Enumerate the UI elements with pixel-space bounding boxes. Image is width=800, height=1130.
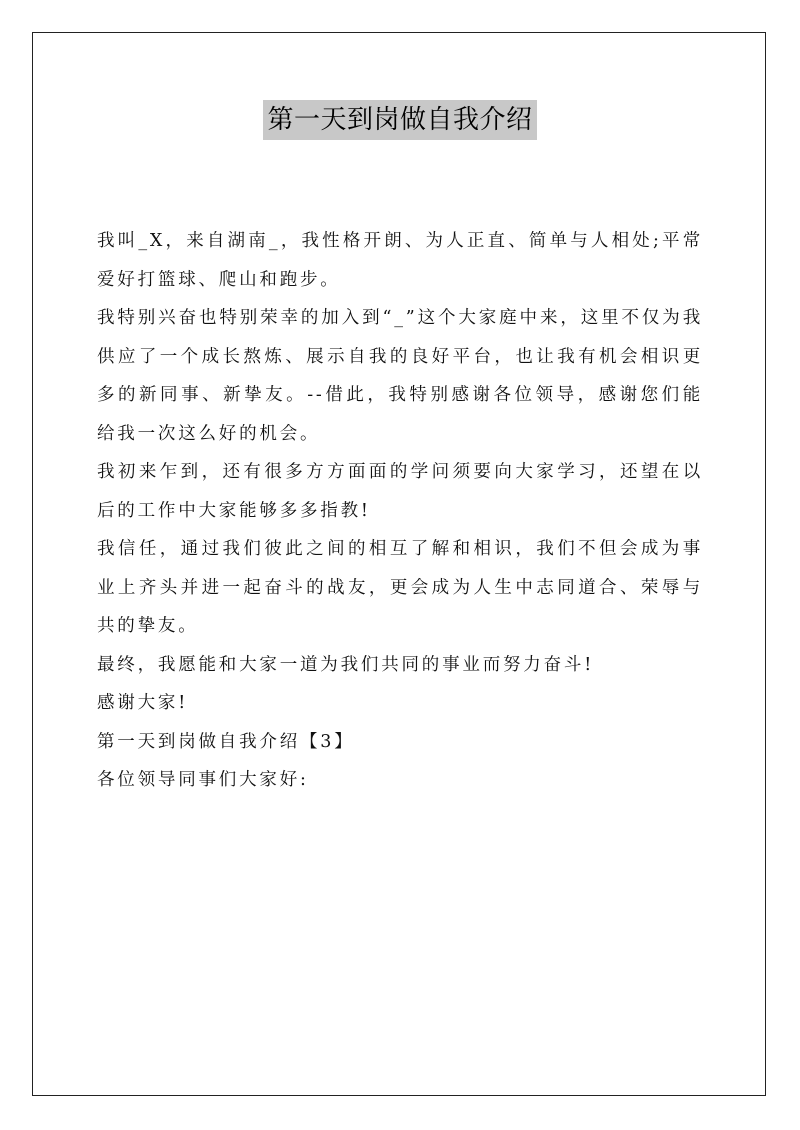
paragraph-belief: 我信任，通过我们彼此之间的相互了解和相识，我们不但会成为事业上齐头并进一起奋斗的战友，更会成为人生中志同道合、荣辱与共的挚友。	[97, 539, 703, 636]
document-body	[97, 222, 703, 800]
paragraph-learning: 我初来乍到，还有很多方方面面的学问须要向大家学习，还望在以后的工作中大家能够多多指教!	[97, 462, 703, 521]
paragraph-introduction: 我叫_X，来自湖南_，我性格开朗、为人正直、简单与人相处;平常爱好打篮球、爬山和跑步。	[97, 231, 703, 290]
paragraph-closing: 最终，我愿能和大家一道为我们共同的事业而努力奋斗!	[97, 654, 595, 675]
paragraph-gratitude: 我特别兴奋也特别荣幸的加入到“_”这个大家庭中来，这里不仅为我供应了一个成长熬炼、展示自我的良好平台，也让我有机会相识更多的新同事、新挚友。--借此，我特别感谢各位领导，感谢您们能给我一次这么好的机会。	[97, 308, 703, 444]
paragraph-greeting: 各位领导同事们大家好:	[97, 770, 309, 790]
document-title: 第一天到岗做自我介绍	[263, 100, 536, 140]
paragraph-thanks: 感谢大家!	[97, 693, 189, 713]
section-heading-3: 第一天到岗做自我介绍【3】	[97, 731, 355, 752]
title-container	[0, 100, 800, 140]
